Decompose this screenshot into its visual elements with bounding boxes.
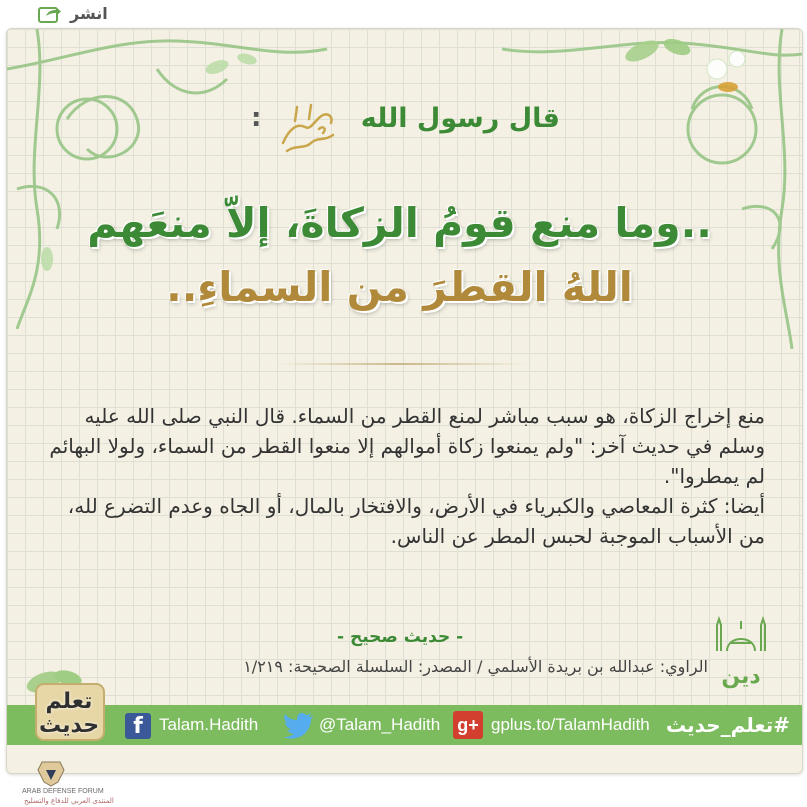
- explanation: [37, 401, 765, 551]
- social-footer: [7, 705, 802, 745]
- footer-strip: [7, 745, 802, 773]
- share-button[interactable]: [38, 4, 108, 23]
- badge-line-2: حديث: [38, 713, 100, 738]
- divider: [277, 363, 527, 365]
- twitter-icon[interactable]: [283, 711, 315, 739]
- hadith-text: [47, 191, 752, 319]
- pbuh-calligraphy-icon: [275, 99, 341, 159]
- twitter-link[interactable]: @Talam_Hadith: [319, 715, 441, 734]
- hadith-card: [6, 28, 803, 774]
- google-plus-icon[interactable]: g+: [453, 711, 483, 739]
- forum-name: ARAB DEFENSE FORUM: [22, 788, 104, 795]
- facebook-icon[interactable]: f: [125, 713, 151, 739]
- narrator-source: الراوي: عبدالله بن بريدة الأسلمي / المصدر: السلسلة الصحيحة: ١/٢١٩: [243, 657, 708, 676]
- facebook-link[interactable]: Talam.Hadith: [159, 715, 259, 734]
- top-bar: [0, 0, 807, 28]
- hashtag[interactable]: #تعلم_حديث: [665, 713, 790, 737]
- badge-line-1: تعلم: [45, 689, 93, 714]
- header-colon: :: [251, 103, 262, 133]
- share-icon: [38, 5, 62, 23]
- deen-al-haq-logo: [701, 611, 781, 695]
- header-title: قال رسول الله: [360, 103, 560, 134]
- google-plus-link[interactable]: gplus.to/TalamHadith: [491, 715, 650, 734]
- svg-text:دين: دين: [721, 664, 761, 689]
- hadith-grade: - حديث صحيح -: [337, 627, 464, 647]
- hadith-line-2: اللهُ القطرَ من السماءِ..: [166, 263, 633, 311]
- explanation-paragraph-2: أيضا: كثرة المعاصي والكبرياء في الأرض، والافتخار بالمال، أو الجاه وعدم التضرع لله، من الأسباب الموجبة لحبس المطر عن الناس.: [67, 494, 765, 548]
- share-label: انشر: [70, 4, 108, 23]
- talam-hadith-badge-text: [30, 690, 108, 738]
- forum-subtitle: المنتدى العربي للدفاع والتسليح: [24, 797, 114, 805]
- explanation-paragraph-1: منع إخراج الزكاة، هو سبب مباشر لمنع القطر من السماء. قال النبي صلى الله عليه وسلم في حديث آخر: "ولم يمنعوا زكاة أموالهم إلا منعوا القطر من السماء، ولولا البهائم لم يمطروا".: [49, 404, 765, 488]
- hadith-line-1: ..وما منع قومُ الزكاةَ، إلاّ منعَهم: [87, 199, 712, 247]
